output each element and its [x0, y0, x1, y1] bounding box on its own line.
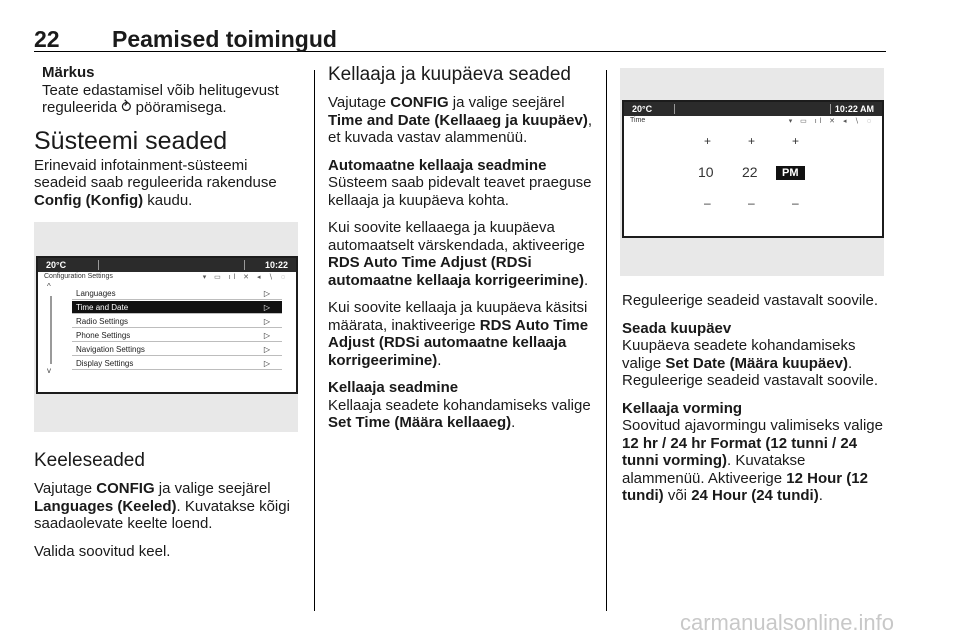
hour-value: 10 — [698, 164, 714, 180]
heading-set-time: Kellaaja seadmine — [328, 379, 459, 396]
menu-item-navigation-settings[interactable]: Navigation Settings ▷ — [72, 343, 282, 356]
screen-config-settings — [36, 256, 298, 394]
auto-time-deactivate: Kui soovite kellaaja ja kuupäeva käsitsi määrata, inaktiveerige RDS Auto Time Adjust (RDSi automaatne kellaaja korrigeerimine). — [328, 299, 589, 369]
column-divider-2 — [606, 70, 607, 611]
temperature: 20°C — [632, 104, 653, 114]
scroll-down-icon[interactable]: v — [47, 366, 51, 375]
page-number: 22 — [34, 26, 60, 52]
screen-subtitle: Time — [630, 117, 646, 124]
adjust-text: Reguleerige seadeid vastavalt soovile. — [622, 292, 878, 309]
screen-time-settings — [622, 100, 884, 238]
menu-item-time-and-date[interactable]: Time and Date ▷ — [72, 301, 282, 314]
column-divider-1 — [314, 70, 315, 611]
status-bar — [624, 102, 882, 116]
chevron-right-icon: ▷ — [263, 359, 270, 368]
status-icons: ▾ ▭ ıl ✕ ◂ ∖ ◌ — [202, 274, 288, 281]
ampm-decrease-button[interactable]: – — [792, 196, 799, 210]
menu-item-languages[interactable]: Languages ▷ — [72, 287, 282, 300]
clock: 10:22 — [264, 260, 288, 270]
system-settings-intro: Erinevaid infotainment-süsteemi seadeid saab reguleerida rakenduse Config (Konfig) kaudu. — [34, 156, 277, 209]
menu-item-radio-settings[interactable]: Radio Settings ▷ — [72, 315, 282, 328]
section-title-language: Keeleseaded — [34, 450, 145, 471]
heading-time-format: Kellaaja vorming — [622, 399, 743, 417]
chevron-right-icon: ▷ — [263, 331, 270, 340]
note-heading: Märkus — [42, 64, 95, 81]
hour-increase-button[interactable]: + — [704, 134, 712, 148]
column-1 — [34, 64, 302, 219]
section-title-time-date: Kellaaja ja kuupäeva seaded — [328, 64, 571, 85]
screen-subtitle: Configuration Settings — [44, 273, 113, 280]
menu-item-phone-settings[interactable]: Phone Settings ▷ — [72, 329, 282, 342]
minute-value: 22 — [742, 164, 758, 180]
scroll-up-icon[interactable]: ^ — [47, 282, 51, 291]
auto-time-text: Süsteem saab pidevalt teavet praeguse kellaaja ja kuupäeva kohta. — [328, 174, 592, 209]
chevron-right-icon: ▷ — [263, 345, 270, 354]
language-choose: Valida soovitud keel. — [34, 542, 171, 560]
clock: 10:22 AM — [834, 104, 874, 114]
chevron-right-icon: ▷ — [263, 289, 270, 298]
figure-config-settings — [34, 222, 298, 432]
minute-decrease-button[interactable]: – — [748, 196, 755, 210]
language-instructions: Vajutage CONFIG ja valige seejärel Languages (Keeled). Kuvatakse kõigi saadaolevate keelte loend. — [34, 480, 290, 532]
set-time-text: Kellaaja seadete kohandamiseks valige Set Time (Määra kellaaeg). — [328, 396, 591, 431]
auto-time-activate: Kui soovite kellaaega ja kuupäeva automaatselt värskendada, aktiveerige RDS Auto Time Adjust (RDSi automaatne kellaaja korrigeerimine). — [328, 219, 589, 289]
hour-decrease-button[interactable]: – — [704, 196, 711, 210]
time-format-text: Soovitud ajavormingu valimiseks valige 12 hr / 24 hr Format (12 tunni / 24 tunni vorming). Kuvatakse alammenüü. Aktiveerige 12 Hour (12 tundi) või 24 Hour (24 tundi). — [622, 417, 883, 504]
temperature: 20°C — [46, 260, 67, 270]
status-bar — [38, 258, 296, 272]
ampm-increase-button[interactable]: + — [792, 134, 800, 148]
ampm-value[interactable]: PM — [776, 166, 805, 180]
time-date-intro: Vajutage CONFIG ja valige seejärel Time and Date (Kellaaeg ja kuupäev), et kuvada vastav alammenüü. — [328, 94, 592, 146]
column-3 — [622, 292, 888, 515]
page-title: Peamised toimingud — [112, 26, 337, 52]
section-title-system-settings: Süsteemi seaded — [34, 126, 228, 155]
column-1-lower — [34, 450, 302, 570]
heading-auto-time: Automaatne kellaaja seadmine — [328, 156, 547, 174]
menu-item-display-settings[interactable]: Display Settings ▷ — [72, 357, 282, 370]
watermark: carmanualsonline.info — [680, 610, 895, 635]
scrollbar[interactable] — [50, 296, 52, 364]
minute-increase-button[interactable]: + — [748, 134, 756, 148]
chevron-right-icon: ▷ — [263, 317, 270, 326]
column-2 — [328, 64, 594, 442]
heading-set-date: Seada kuupäev — [622, 319, 732, 337]
status-icons: ▾ ▭ ıl ✕ ◂ ∖ ◌ — [788, 118, 874, 125]
page-header — [34, 27, 886, 52]
note-text: Teate edastamisel võib helitugevust reguleerida ⥁ pööramisega. — [42, 81, 279, 116]
figure-time-settings — [620, 68, 884, 276]
chevron-right-icon: ▷ — [263, 303, 270, 312]
set-date-text: Kuupäeva seadete kohandamiseks valige Set Date (Määra kuupäev). Reguleerige seadeid vastavalt soovile. — [622, 337, 878, 389]
